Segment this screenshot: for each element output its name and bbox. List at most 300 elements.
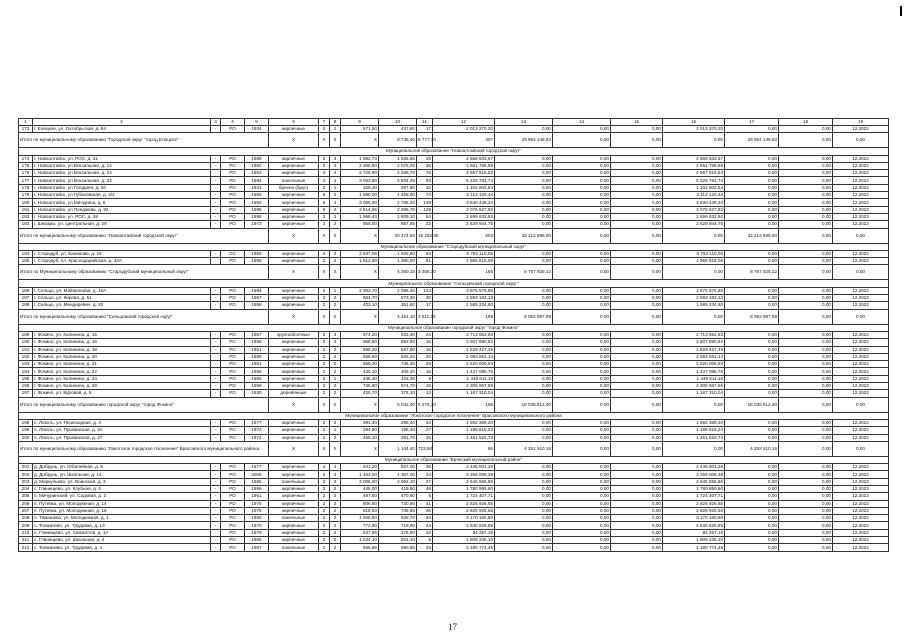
table-cell: 2 bbox=[319, 522, 330, 529]
address-cell: п. Путевка, ул. Молодежная, д. 16 bbox=[33, 507, 211, 514]
table-cell: 928,70 bbox=[379, 515, 417, 522]
table-cell: 0,00 bbox=[779, 478, 833, 485]
table-cell: 48 bbox=[417, 485, 433, 492]
table-cell: 0,00 bbox=[779, 133, 833, 148]
table-cell: 0,00 bbox=[611, 339, 663, 346]
table-cell: 0,00 bbox=[553, 206, 611, 213]
table-cell: - bbox=[211, 162, 221, 169]
table-cell: 0,00 bbox=[611, 206, 663, 213]
table-cell: 34 bbox=[417, 471, 433, 478]
table-cell: 2 bbox=[330, 507, 341, 514]
table-cell: 0,00 bbox=[553, 295, 611, 302]
table-cell: 203 bbox=[19, 478, 33, 485]
table-cell: 18 035 812,40 bbox=[725, 397, 779, 412]
table-cell: 0,00 bbox=[495, 485, 553, 492]
table-cell: 0,00 bbox=[495, 346, 553, 353]
table-row bbox=[19, 419, 889, 426]
table-cell: 1 724 407,71 bbox=[663, 493, 725, 500]
table-cell: кирпичные bbox=[269, 434, 319, 441]
table-cell: 12.2022 bbox=[833, 390, 889, 397]
table-cell: 0,00 bbox=[611, 309, 663, 324]
table-cell: 2 bbox=[330, 295, 341, 302]
table-cell: X bbox=[330, 228, 341, 243]
table-cell: 1951 bbox=[245, 346, 269, 353]
table-cell: 0,00 bbox=[495, 250, 553, 257]
table-cell: 0,00 bbox=[553, 250, 611, 257]
table-cell: 723,50 bbox=[417, 441, 433, 456]
table-row bbox=[19, 162, 889, 169]
table-cell: 1 780 955,80 bbox=[433, 485, 495, 492]
table-cell: 0,00 bbox=[553, 170, 611, 177]
subtotal-label: Итого по муниципальному образованию "Городской округ "город Елецкое" bbox=[19, 133, 269, 148]
table-cell: 1966 bbox=[245, 250, 269, 257]
table-cell: 0,00 bbox=[779, 515, 833, 522]
table-cell: 175 bbox=[19, 162, 33, 169]
table-cell: 2 bbox=[330, 192, 341, 199]
table-cell: 29 954 148,63 bbox=[725, 133, 779, 148]
table-cell: 1955 bbox=[245, 478, 269, 485]
table-cell: 1956 bbox=[245, 485, 269, 492]
table-cell: 0,00 bbox=[779, 507, 833, 514]
table-cell: 12.2022 bbox=[833, 493, 889, 500]
table-cell: 34 bbox=[417, 515, 433, 522]
table-cell: 0,00 bbox=[611, 522, 663, 529]
table-cell: 165 bbox=[433, 397, 495, 412]
table-cell: - bbox=[211, 507, 221, 514]
table-cell: 0,00 bbox=[725, 390, 779, 397]
table-cell: 1 829 427,45 bbox=[433, 346, 495, 353]
table-cell: 8 bbox=[417, 375, 433, 382]
table-cell: 3 bbox=[319, 155, 330, 162]
table-cell: РО bbox=[221, 493, 245, 500]
table-cell: 470,90 bbox=[379, 493, 417, 500]
table-cell: 833,40 bbox=[379, 331, 417, 338]
table-cell: 3 bbox=[330, 213, 341, 220]
table-cell: 3 bbox=[319, 478, 330, 485]
table-cell: РО bbox=[221, 529, 245, 536]
address-cell: г. Стародуб, ул. Бахинова, д. 19 bbox=[33, 250, 211, 257]
table-cell: 3 256 008,38 bbox=[433, 471, 495, 478]
table-cell: 2 306,80 bbox=[341, 162, 379, 169]
table-cell: кирпичные bbox=[269, 206, 319, 213]
table-cell: 0,00 bbox=[725, 155, 779, 162]
table-cell: 2006 bbox=[245, 471, 269, 478]
table-cell: 6 792 110,05 bbox=[663, 250, 725, 257]
table-cell: 4 bbox=[319, 170, 330, 177]
table-cell: X bbox=[319, 133, 330, 148]
table-cell: 4 bbox=[330, 464, 341, 471]
table-cell: 185 bbox=[19, 258, 33, 265]
table-cell: 423,30 bbox=[379, 375, 417, 382]
table-cell: 1994 bbox=[245, 287, 269, 294]
table-cell: 139 bbox=[417, 199, 433, 206]
table-cell: 0,00 bbox=[495, 331, 553, 338]
table-cell: 206 bbox=[19, 500, 33, 507]
address-cell: г. Новоалтайск, ул Гогодина, д. 20 bbox=[33, 184, 211, 191]
table-cell: кирпичные bbox=[269, 500, 319, 507]
address-cell: п. Темашево, ул. Молодежная, д. 1 bbox=[33, 515, 211, 522]
table-cell: 0,00 bbox=[779, 537, 833, 544]
table-cell: - bbox=[211, 199, 221, 206]
table-cell: 0,00 bbox=[495, 383, 553, 390]
table-cell: - bbox=[211, 368, 221, 375]
table-cell: 1957 bbox=[245, 295, 269, 302]
table-cell: 4 bbox=[330, 177, 341, 184]
table-cell: 931,10 bbox=[379, 537, 417, 544]
table-cell: 22 bbox=[417, 529, 433, 536]
section-title: Муниципальное образование "Брянский муниципальный район" bbox=[19, 456, 889, 463]
table-cell: 0,00 bbox=[833, 397, 889, 412]
table-cell: 12.2022 bbox=[833, 537, 889, 544]
table-cell: 2 180 774,45 bbox=[433, 544, 495, 551]
table-cell: 2 bbox=[330, 258, 341, 265]
table-cell: 0,00 bbox=[553, 302, 611, 309]
table-cell: 2 713 652,83 bbox=[663, 331, 725, 338]
table-cell: - bbox=[211, 544, 221, 551]
table-cell: 1966 bbox=[245, 192, 269, 199]
address-cell: г. Фокино, ул. Калинина, д. 28 bbox=[33, 383, 211, 390]
table-cell: 129 bbox=[417, 206, 433, 213]
table-cell: 0,00 bbox=[611, 441, 663, 456]
table-cell: 187 bbox=[19, 295, 33, 302]
table-cell: 3 bbox=[319, 471, 330, 478]
table-cell: 2 bbox=[319, 302, 330, 309]
table-row bbox=[19, 485, 889, 492]
table-cell: 15 bbox=[417, 339, 433, 346]
table-cell: 0,00 bbox=[553, 375, 611, 382]
table-cell: - bbox=[211, 339, 221, 346]
table-cell: 666,86 bbox=[341, 544, 379, 551]
table-cell: - bbox=[211, 537, 221, 544]
table-cell: 3 875 575,85 bbox=[433, 287, 495, 294]
table-cell: 0,00 bbox=[495, 184, 553, 191]
table-cell: 0,00 bbox=[611, 250, 663, 257]
table-cell: РО bbox=[221, 295, 245, 302]
table-cell: 2 bbox=[330, 522, 341, 529]
table-cell: 189 bbox=[19, 331, 33, 338]
table-cell: 2 112 120,44 bbox=[433, 192, 495, 199]
table-cell: 1951 bbox=[245, 361, 269, 368]
table-cell: 41 bbox=[417, 500, 433, 507]
table-cell: 0,00 bbox=[495, 478, 553, 485]
table-cell: 0,00 bbox=[553, 162, 611, 169]
table-cell: X bbox=[319, 265, 330, 280]
table-cell: 12.2022 bbox=[833, 170, 889, 177]
table-cell: 207 bbox=[19, 507, 33, 514]
table-cell: 0,00 bbox=[495, 361, 553, 368]
table-cell: 2 629 944,75 bbox=[663, 221, 725, 228]
table-cell: - bbox=[211, 500, 221, 507]
table-cell: 806,80 bbox=[341, 500, 379, 507]
table-cell: 2 435 601,28 bbox=[433, 464, 495, 471]
table-cell: 2 699 632,92 bbox=[433, 213, 495, 220]
table-cell: кирпичные bbox=[269, 162, 319, 169]
table-row bbox=[19, 471, 889, 478]
table-cell: 1 982,73 bbox=[341, 155, 379, 162]
table-cell: 1 459,00 bbox=[379, 192, 417, 199]
table-cell: - bbox=[211, 177, 221, 184]
table-cell: 0,00 bbox=[725, 478, 779, 485]
table-cell: 182 bbox=[19, 213, 33, 220]
column-number: 16 bbox=[663, 119, 725, 126]
table-cell: 3 bbox=[330, 162, 341, 169]
table-cell: 0,00 bbox=[553, 522, 611, 529]
table-cell: 420,70 bbox=[341, 390, 379, 397]
table-cell: 3 256 008,38 bbox=[663, 471, 725, 478]
table-cell: 1 965 815,06 bbox=[663, 258, 725, 265]
table-cell: 18 262,30 bbox=[417, 228, 433, 243]
table-cell: кирпичные bbox=[269, 287, 319, 294]
table-cell: 0,00 bbox=[611, 199, 663, 206]
table-cell: 12.2022 bbox=[833, 339, 889, 346]
table-cell: - bbox=[211, 434, 221, 441]
table-cell: 1973 bbox=[245, 221, 269, 228]
table-cell: 209 bbox=[19, 522, 33, 529]
address-cell: г. Фокино, ул. Калинина, д. 18 bbox=[33, 346, 211, 353]
table-cell: 0,00 bbox=[779, 493, 833, 500]
table-cell: 0,00 bbox=[779, 383, 833, 390]
table-cell: 84 257,16 bbox=[663, 529, 725, 536]
table-cell: 1 102 902,64 bbox=[433, 184, 495, 191]
table-cell: 0,00 bbox=[611, 184, 663, 191]
table-cell: 1 390,00 bbox=[379, 258, 417, 265]
table-cell: 0,00 bbox=[495, 471, 553, 478]
table-cell: 626,20 bbox=[379, 353, 417, 360]
subtotal-row bbox=[19, 133, 889, 148]
table-cell: 3 bbox=[330, 331, 341, 338]
table-cell: 1 437 085,76 bbox=[433, 368, 495, 375]
table-cell: деревянные bbox=[269, 390, 319, 397]
table-cell: 2 bbox=[319, 390, 330, 397]
table-cell: 6 042,40 bbox=[379, 397, 417, 412]
table-cell: 3 358,10 bbox=[417, 265, 433, 280]
table-cell: 0,00 bbox=[833, 228, 889, 243]
table-cell: 0,00 bbox=[495, 177, 553, 184]
table-cell: 403,10 bbox=[341, 302, 379, 309]
table-cell: 0,00 bbox=[725, 162, 779, 169]
table-cell: РО bbox=[221, 361, 245, 368]
table-cell: 195 bbox=[19, 375, 33, 382]
repair-program-table bbox=[18, 118, 889, 552]
table-cell: 3 630 449,34 bbox=[663, 199, 725, 206]
column-number: 19 bbox=[833, 119, 889, 126]
table-cell: 1 461 522,73 bbox=[663, 434, 725, 441]
table-cell: 2 bbox=[330, 485, 341, 492]
table-cell: 0,00 bbox=[553, 383, 611, 390]
table-row bbox=[19, 250, 889, 257]
table-cell: 941,20 bbox=[341, 464, 379, 471]
table-cell: 25 bbox=[417, 434, 433, 441]
table-cell: - bbox=[211, 155, 221, 162]
table-cell: 2 bbox=[319, 346, 330, 353]
table-cell: 0,00 bbox=[725, 507, 779, 514]
address-cell: г. Новоалтайск, ул. РОС, д. 28 bbox=[33, 213, 211, 220]
table-cell: - bbox=[211, 529, 221, 536]
table-cell: 297,90 bbox=[379, 184, 417, 191]
address-cell: д. Добрунь, ул. Юбилейная, д. 5 bbox=[33, 464, 211, 471]
table-cell: 0,00 bbox=[611, 390, 663, 397]
table-cell: 0,00 bbox=[779, 192, 833, 199]
table-cell: - bbox=[211, 126, 221, 133]
table-cell: 4 bbox=[330, 199, 341, 206]
table-cell: 745,80 bbox=[341, 383, 379, 390]
table-cell: 61 bbox=[417, 258, 433, 265]
table-cell: 0,00 bbox=[663, 265, 725, 280]
table-cell: 0,00 bbox=[553, 155, 611, 162]
table-cell: 2 112 120,44 bbox=[663, 192, 725, 199]
table-cell: 0,00 bbox=[779, 353, 833, 360]
table-cell: РО bbox=[221, 464, 245, 471]
table-cell: 0,00 bbox=[663, 397, 725, 412]
address-cell: г. Новоалтайск, ул Вокзальная, д. 32 bbox=[33, 177, 211, 184]
table-cell: 0,00 bbox=[553, 368, 611, 375]
table-cell: 12.2022 bbox=[833, 287, 889, 294]
table-cell: 0,00 bbox=[779, 471, 833, 478]
address-cell: г. Елецкое, ул. Октябрьская, д. 84 bbox=[33, 126, 211, 133]
subtotal-label: Итого по Муниципальному образованию "Стародубский муниципальный округ" bbox=[19, 265, 269, 280]
address-cell: г. Шерары, ул. Центральная, д. 29 bbox=[33, 221, 211, 228]
table-cell: 2 083 651,14 bbox=[433, 353, 495, 360]
table-cell: 0,00 bbox=[725, 434, 779, 441]
table-cell: 2 bbox=[330, 500, 341, 507]
table-cell: 3 bbox=[330, 250, 341, 257]
table-cell: 0,00 bbox=[779, 126, 833, 133]
table-cell: 2 435 601,28 bbox=[663, 464, 725, 471]
table-cell: 0,00 bbox=[611, 434, 663, 441]
table-cell: 2 bbox=[319, 419, 330, 426]
table-cell: X bbox=[269, 397, 319, 412]
table-cell: кирпичные bbox=[269, 346, 319, 353]
table-cell: 212 bbox=[19, 544, 33, 551]
table-cell: 3 170 160,90 bbox=[663, 515, 725, 522]
table-cell: 0,00 bbox=[725, 485, 779, 492]
table-cell: 0,00 bbox=[495, 419, 553, 426]
table-cell: 0,00 bbox=[779, 522, 833, 529]
table-cell: 12.2022 bbox=[833, 529, 889, 536]
table-cell: 4 567 516,53 bbox=[433, 170, 495, 177]
table-cell: X bbox=[341, 228, 379, 243]
table-cell: 537,86 bbox=[341, 529, 379, 536]
table-cell: 2 012 370,20 bbox=[663, 126, 725, 133]
table-cell: 2 bbox=[319, 368, 330, 375]
table-cell: 12.2022 bbox=[833, 500, 889, 507]
table-cell: ОС bbox=[221, 250, 245, 257]
table-row bbox=[19, 184, 889, 191]
table-cell: 0,00 bbox=[611, 228, 663, 243]
table-cell: 0,00 bbox=[495, 295, 553, 302]
table-cell: 0,00 bbox=[553, 441, 611, 456]
column-number: 6 bbox=[269, 119, 319, 126]
table-cell: 2 bbox=[330, 515, 341, 522]
column-number: 4 bbox=[221, 119, 245, 126]
table-cell: 1 968,43 bbox=[341, 213, 379, 220]
table-cell: 2 bbox=[330, 544, 341, 551]
table-cell: 0,00 bbox=[611, 126, 663, 133]
table-cell: 0,00 bbox=[495, 162, 553, 169]
table-cell: 0,00 bbox=[725, 383, 779, 390]
table-cell: 196 bbox=[19, 383, 33, 390]
table-cell: 12.2022 bbox=[833, 515, 889, 522]
column-number: 8 bbox=[330, 119, 341, 126]
table-cell: 0,00 bbox=[611, 529, 663, 536]
table-row bbox=[19, 493, 889, 500]
table-cell: 0,00 bbox=[779, 309, 833, 324]
section-header-row bbox=[19, 456, 889, 463]
table-cell: 674,70 bbox=[379, 383, 417, 390]
table-cell: 0,00 bbox=[495, 221, 553, 228]
table-cell: 75 bbox=[417, 170, 433, 177]
table-row bbox=[19, 515, 889, 522]
table-cell: 1 144,40 bbox=[379, 441, 417, 456]
table-cell: 2 bbox=[330, 368, 341, 375]
table-cell: 15 bbox=[417, 346, 433, 353]
table-cell: 0,00 bbox=[779, 397, 833, 412]
table-cell: 2 bbox=[319, 537, 330, 544]
table-cell: 1 198 618,23 bbox=[433, 427, 495, 434]
table-cell: 3 bbox=[319, 287, 330, 294]
table-cell: панельные bbox=[269, 544, 319, 551]
table-cell: - bbox=[211, 390, 221, 397]
table-cell: 178 bbox=[19, 184, 33, 191]
table-cell: 44 bbox=[417, 522, 433, 529]
table-cell: 1 463,00 bbox=[341, 471, 379, 478]
table-cell: 1958 bbox=[245, 302, 269, 309]
table-cell: 204 bbox=[19, 485, 33, 492]
table-cell: 0,00 bbox=[553, 419, 611, 426]
table-cell: 0,00 bbox=[553, 192, 611, 199]
table-cell: 0,00 bbox=[779, 485, 833, 492]
edge-mark bbox=[900, 6, 902, 16]
table-cell: 1 bbox=[330, 375, 341, 382]
table-cell: 2 bbox=[330, 361, 341, 368]
table-cell: 3 006,00 bbox=[341, 478, 379, 485]
table-cell: 1 809 235,10 bbox=[663, 537, 725, 544]
table-cell: 0,00 bbox=[495, 287, 553, 294]
table-cell: 0,00 bbox=[663, 228, 725, 243]
table-cell: 2 826 926,65 bbox=[433, 500, 495, 507]
table-cell: 12.2022 bbox=[833, 353, 889, 360]
table-cell: 177 bbox=[19, 177, 33, 184]
table-cell: кирпичные bbox=[269, 464, 319, 471]
table-cell: 2 699 632,92 bbox=[663, 213, 725, 220]
table-cell: 174 bbox=[19, 155, 33, 162]
table-cell: 4 566 633,67 bbox=[663, 155, 725, 162]
address-cell: г. Фокино, ул. Калинина, д. 21 bbox=[33, 361, 211, 368]
table-cell: РО bbox=[221, 544, 245, 551]
table-cell: кирпичные bbox=[269, 170, 319, 177]
table-cell: 0,00 bbox=[495, 493, 553, 500]
table-cell: X bbox=[269, 133, 319, 148]
table-cell: 0,00 bbox=[725, 464, 779, 471]
section-title: Муниципальное образование городской округ "город Фокино" bbox=[19, 324, 889, 331]
table-cell: 2 520 006,93 bbox=[433, 361, 495, 368]
table-cell: 0,00 bbox=[553, 507, 611, 514]
table-cell: 5 bbox=[417, 493, 433, 500]
table-cell: X bbox=[330, 133, 341, 148]
table-cell: 1 724 407,71 bbox=[433, 493, 495, 500]
table-cell: 974,20 bbox=[341, 331, 379, 338]
table-cell: 0,00 bbox=[495, 427, 553, 434]
table-cell: 8 757 925,12 bbox=[725, 265, 779, 280]
section-header-row bbox=[19, 280, 889, 287]
table-cell: 0,00 bbox=[553, 493, 611, 500]
table-cell: 1958 bbox=[245, 383, 269, 390]
table-cell: 1 590,00 bbox=[341, 192, 379, 199]
table-cell: 573,30 bbox=[379, 295, 417, 302]
table-row bbox=[19, 500, 889, 507]
table-cell: 27 bbox=[417, 478, 433, 485]
table-cell: - bbox=[211, 302, 221, 309]
